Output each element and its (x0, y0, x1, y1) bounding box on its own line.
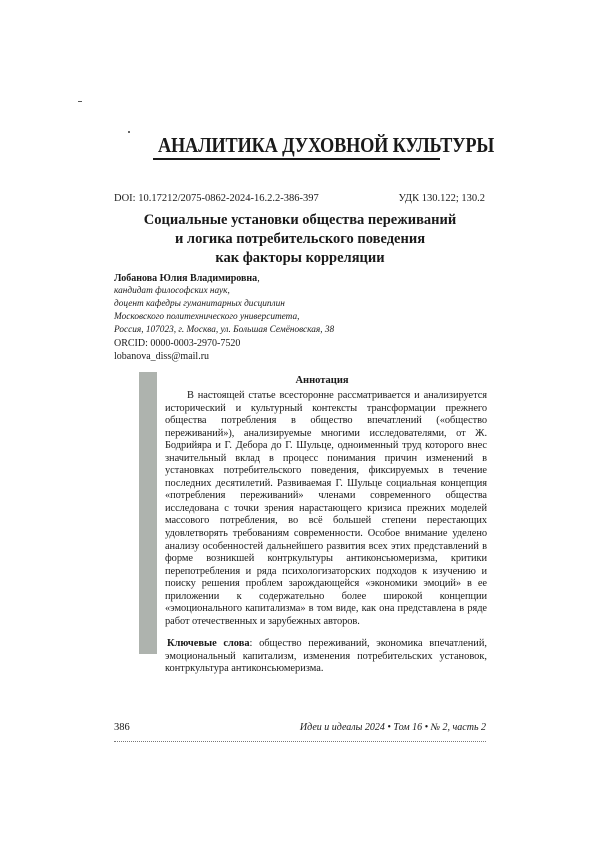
author-email: lobanova_diss@mail.ru (114, 351, 210, 362)
article-title-line: и логика потребительского поведения (174, 231, 426, 247)
author-orcid: ORCID: 0000-0003-2970-7520 (114, 338, 241, 349)
author-university: Московского политехнического университета, (114, 312, 300, 322)
keywords-label: Ключевые слова (167, 638, 250, 650)
article-title (100, 211, 500, 268)
stray-mark (78, 101, 82, 102)
journal-reference: Идеи и идеалы 2024 • Том 16 • № 2, часть 2 (299, 722, 486, 733)
article-title-line: Социальные установки общества переживаний (143, 212, 457, 228)
title-underline (153, 158, 440, 160)
footer-divider (114, 741, 486, 742)
abstract-text: В настоящей статье всесторонне рассматривается и анализируется исторический и культурный контексты трансформации прежнего общества потребления в общество впечатлений («общество переживаний»), анализируемые многими исследователями, от Ж. Бодрийяра и Г. Дебора до Г. Шульце, одноименный труд которого внес значительный вклад в процесс понимания причин изменений в установках потребительского поведения, фиксируемых в течение последних десятилетий. Развиваемая Г. Шульце социальная концепция «потребления переживаний» членами современного общества исследована с точки зрения нарастающего кризиса прежних моделей массового потребления, во всё большей степени перестающих удовлетворять требованиям современности. Особое внимание уделено анализу особенностей дальнейшего развития всех этих представлений в форме возникшей контркультуры антиконсьюмеризма, критики перепотребления и ряда психологизаторских подходов к изучению и поиску решения проблем зарождающейся «экономики эмоций» в ее приложении к содержательно более широкой концепции «эмоционального капитализма» в том виде, как она представлена в ряде работ отечественных и зарубежных авторов. (165, 390, 487, 627)
abstract-heading: Аннотация (295, 375, 349, 386)
abstract-side-bar (139, 372, 157, 654)
udk-code: УДК 130.122; 130.2 (398, 193, 485, 204)
journal-section-title: АНАЛИТИКА ДУХОВНОЙ КУЛЬТУРЫ (158, 133, 495, 157)
page-number: 386 (114, 722, 130, 733)
author-name: Лобанова Юлия Владимировна (114, 273, 258, 284)
author-block (114, 272, 494, 363)
article-title-line: как факторы корреляции (215, 250, 385, 266)
author-position: доцент кафедры гуманитарных дисциплин (114, 299, 285, 309)
stray-mark (128, 131, 130, 133)
keywords (165, 638, 487, 676)
author-name-suffix: , (257, 273, 260, 284)
doi: DOI: 10.17212/2075-0862-2024-16.2.2-386-397 (114, 193, 319, 204)
keywords-text: : общество переживаний, экономика впечатлений, эмоциональный капитализм, изменения потребительских установок, контркультура антиконсьюмеризма. (165, 638, 488, 675)
author-address: Россия, 107023, г. Москва, ул. Большая Семёновская, 38 (114, 325, 335, 335)
abstract-section (157, 372, 487, 676)
author-degree: кандидат философских наук, (114, 286, 230, 296)
